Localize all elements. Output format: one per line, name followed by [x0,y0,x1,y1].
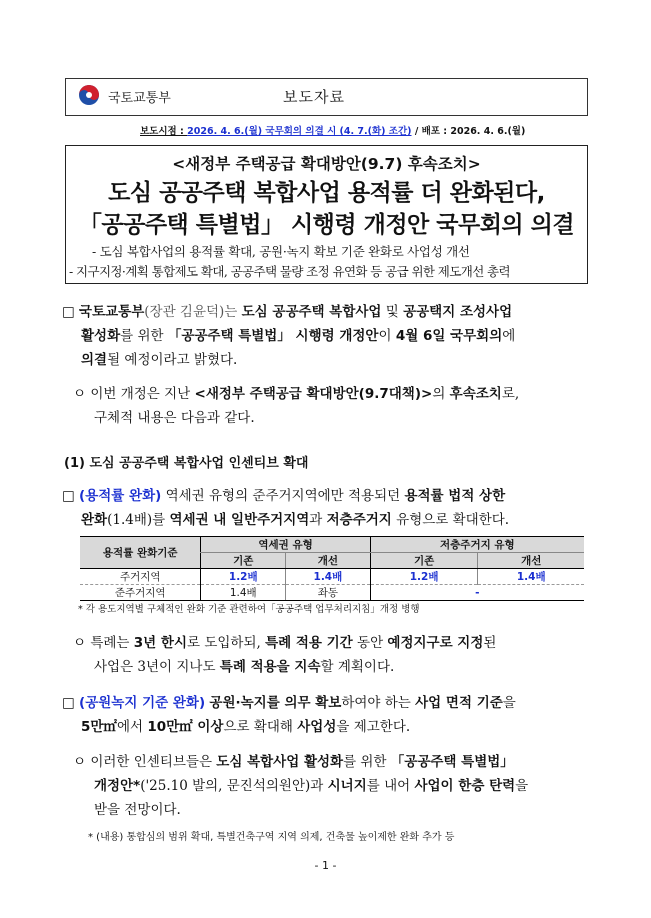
table-cell: - [370,585,584,601]
para5-c: 공원·녹지를 의무 확보 [209,695,342,711]
para5-g: 5만㎡ [81,719,117,735]
para4-i: 특례 적용을 지속 [219,659,321,675]
para1-activation: 활성화 [81,328,121,344]
para1-and: 및 [381,304,404,320]
table-corner: 용적률 완화기준 [80,537,201,569]
table-group1: 역세권 유형 [201,537,370,553]
para2-c: 의 [432,386,450,402]
para4-c: 로 도입하되, [186,635,266,651]
square-bullet: □ [62,488,80,504]
para1-line3 [81,348,237,368]
para1-project2: 공공택지 조성사업 [403,304,513,320]
para6-line2 [94,774,528,794]
para3-f: 역세권 내 일반주거지역 [169,512,310,528]
table-cell: 1.2배 [201,569,286,585]
para1-resolution: 의결 [81,352,108,368]
para3-line2 [81,508,509,528]
para5-f: 을 [502,695,516,711]
subtitle: <새정부 주택공급 확대방안(9.7) 후속조치> [172,155,481,173]
circle-bullet: ㅇ [73,386,91,402]
para6-h: 를 내어 [366,778,415,794]
para2-e: 로, [501,386,520,402]
table-cell: 1.4배 [478,569,584,585]
para4-line1 [73,631,496,651]
para6-j: 을 [515,778,529,794]
para5-e: 사업 면적 기준 [415,695,503,711]
para6-e: 개정안* [94,778,141,794]
para3-b: 역세권 유형의 준주거지역에만 적용되던 [161,488,405,504]
footnote-content: * (내용) 통합심의 범위 확대, 특별건축구역 지역 의제, 건축물 높이제한 완화 추가 등 [88,832,455,843]
para1-line2 [81,324,515,344]
para1-date: 4월 6일 국무회의 [395,328,503,344]
embargo-distribution: / 배포 : 2026. 4. 6.(월) [411,126,526,137]
embargo-label: 보도시점 : [140,126,188,137]
para1-minister: (장관 김윤덕)는 [144,304,242,320]
table-group2: 저층주거지 유형 [370,537,584,553]
para3-g: 과 [309,512,327,528]
table-row [80,569,584,585]
para6-line1 [73,750,514,770]
para6-line3: 받을 전망이다. [94,802,181,818]
para6-b: 도심 복합사업 활성화 [216,754,344,770]
para3-tag: (용적률 완화) [79,488,162,504]
para4-h: 사업은 3년이 지나도 [94,659,220,675]
para3-d: 완화 [81,512,108,528]
para1-line1 [62,300,512,320]
para6-i: 사업이 한층 탄력 [414,778,516,794]
para5-i: 10만㎡ 이상 [147,719,224,735]
para4-j: 할 계획이다. [320,659,395,675]
para1-particle2: 에 [502,328,516,344]
doc-type: 보도자료 [283,88,345,106]
para6-g: 시너지 [327,778,367,794]
table-cell: 1.4배 [286,569,371,585]
table-sub-header: 개선 [286,553,371,569]
page-number: - 1 - [314,859,337,872]
headline-line2: 「공공주택 특별법」 시행령 개정안 국무회의 의결 [78,212,575,238]
para4-g: 된 [483,635,497,651]
para6-a: 이러한 인센티브들은 [90,754,217,770]
para4-f: 예정지구로 지정 [387,635,484,651]
summary-line2: - 지구지정·계획 통합제도 확대, 공공주택 물량 조정 유연화 등 공급 위한 제도개선 총력 [69,264,511,279]
para5-line2 [81,715,410,735]
table-row-label: 주거지역 [80,569,201,585]
para3-c: 용적률 법적 상한 [404,488,506,504]
para4-b: 3년 한시 [133,635,187,651]
table-sub-header: 기존 [370,553,478,569]
square-bullet: □ [62,695,80,711]
para5-l: 을 제고한다. [336,719,411,735]
para5-h: 에서 [116,719,148,735]
table-sub-header: 기존 [201,553,286,569]
para3-line1 [62,484,505,504]
para5-tag: (공원녹지 기준 완화) [79,695,206,711]
taegeuk-logo-icon [78,84,100,106]
para6-c: 를 위한 [343,754,391,770]
para2-a: 이번 개정은 지난 [90,386,195,402]
table-cell: 1.2배 [370,569,478,585]
para3-i: 유형으로 확대한다. [391,512,510,528]
para2-line1 [73,382,519,402]
section1-heading: (1) 도심 공공주택 복합사업 인센티브 확대 [64,456,309,471]
table-cell: 좌동 [286,585,371,601]
para1-ministry: 국토교통부 [79,304,145,320]
headline-line1: 도심 공공주택 복합사업 용적률 더 완화된다, [108,180,545,206]
para5-j: 으로 확대해 [223,719,298,735]
para3-e: (1.4배)를 [107,512,170,528]
para4-d: 특례 적용 기간 [265,635,353,651]
para6-d: 「공공주택 특별법」 [390,754,514,770]
para5-d: 하여야 하는 [341,695,416,711]
para1-decree: 「공공주택 특별법」 시행령 개정안 [167,328,379,344]
table-row [80,585,584,601]
table-footnote: * 각 용도지역별 구체적인 완화 기준 관련하여「공공주택 업무처리지침」개정 병행 [78,604,420,615]
far-relaxation-table [80,536,584,601]
table-cell: 1.4배 [201,585,286,601]
para2-plan: <새정부 주택공급 확대방안(9.7대책)> [194,386,433,402]
para5-line1 [62,691,516,711]
para1-particle: 이 [378,328,396,344]
para2-follow: 후속조치 [449,386,502,402]
table-sub-header: 개선 [478,553,584,569]
para4-a: 특례는 [90,635,134,651]
table-row-label: 준주거지역 [80,585,201,601]
para1-for: 를 위한 [120,328,168,344]
circle-bullet: ㅇ [73,754,91,770]
para5-k: 사업성 [297,719,337,735]
summary-line1: - 도심 복합사업의 용적률 확대, 공원·녹지 확보 기준 완화로 사업성 개선 [92,244,470,259]
para4-e: 동안 [352,635,388,651]
circle-bullet: ㅇ [73,635,91,651]
para2-line2: 구체적 내용은 다음과 같다. [94,410,255,426]
embargo-value: 2026. 4. 6.(월) 국무회의 의결 시 (4. 7.(화) 조간) [187,126,412,137]
para1-end: 될 예정이라고 밝혔다. [107,352,238,368]
para1-project: 도심 공공주택 복합사업 [241,304,382,320]
para3-h: 저층주거지 [326,512,392,528]
para6-f: ('25.10 발의, 문진석의원안)과 [140,778,328,794]
square-bullet: □ [62,304,80,320]
ministry-name: 국토교통부 [108,91,171,106]
para4-line2 [94,655,394,675]
embargo-line [140,123,590,137]
